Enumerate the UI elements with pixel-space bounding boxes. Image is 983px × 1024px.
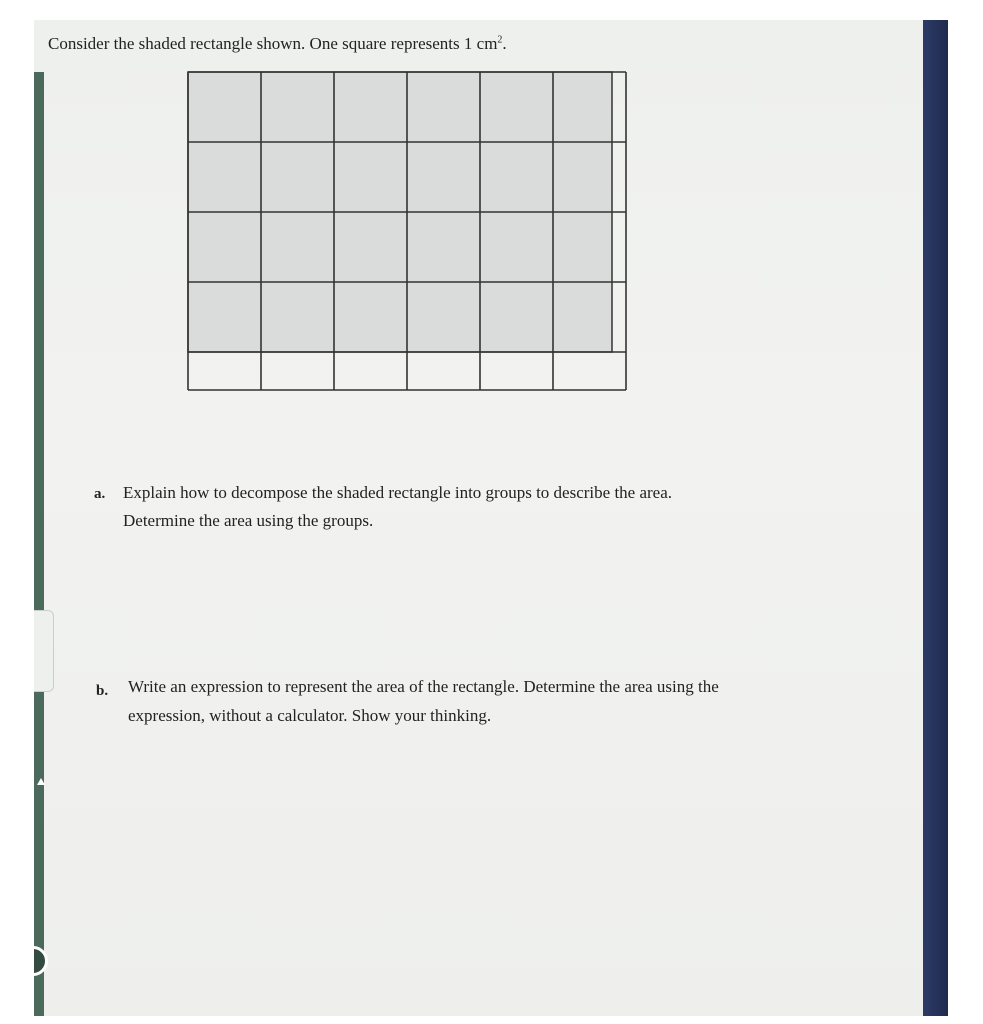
question-a-line1: Explain how to decompose the shaded rectangle into groups to describe the area. (123, 483, 673, 502)
question-a-label: a. (94, 486, 106, 502)
question-a-line2: Determine the area using the groups. (123, 511, 374, 530)
intro-text (48, 34, 507, 54)
intro-text-main: Consider the shaded rectangle shown. One square represents 1 cm (48, 34, 498, 53)
question-b-line2: expression, without a calculator. Show your thinking. (128, 706, 492, 725)
intro-text-end: . (502, 34, 507, 53)
question-b-label: b. (96, 683, 109, 699)
right-screen-edge (923, 20, 948, 1016)
unit-exponent: 2 (497, 34, 503, 46)
left-screen-edge (34, 72, 44, 1016)
question-b-line1: Write an expression to represent the area of the rectangle. Determine the area using the (128, 677, 719, 696)
worksheet-photo (34, 20, 948, 1016)
area-grid (184, 68, 634, 438)
left-arrow-icon (37, 778, 45, 785)
left-tab (34, 610, 54, 692)
